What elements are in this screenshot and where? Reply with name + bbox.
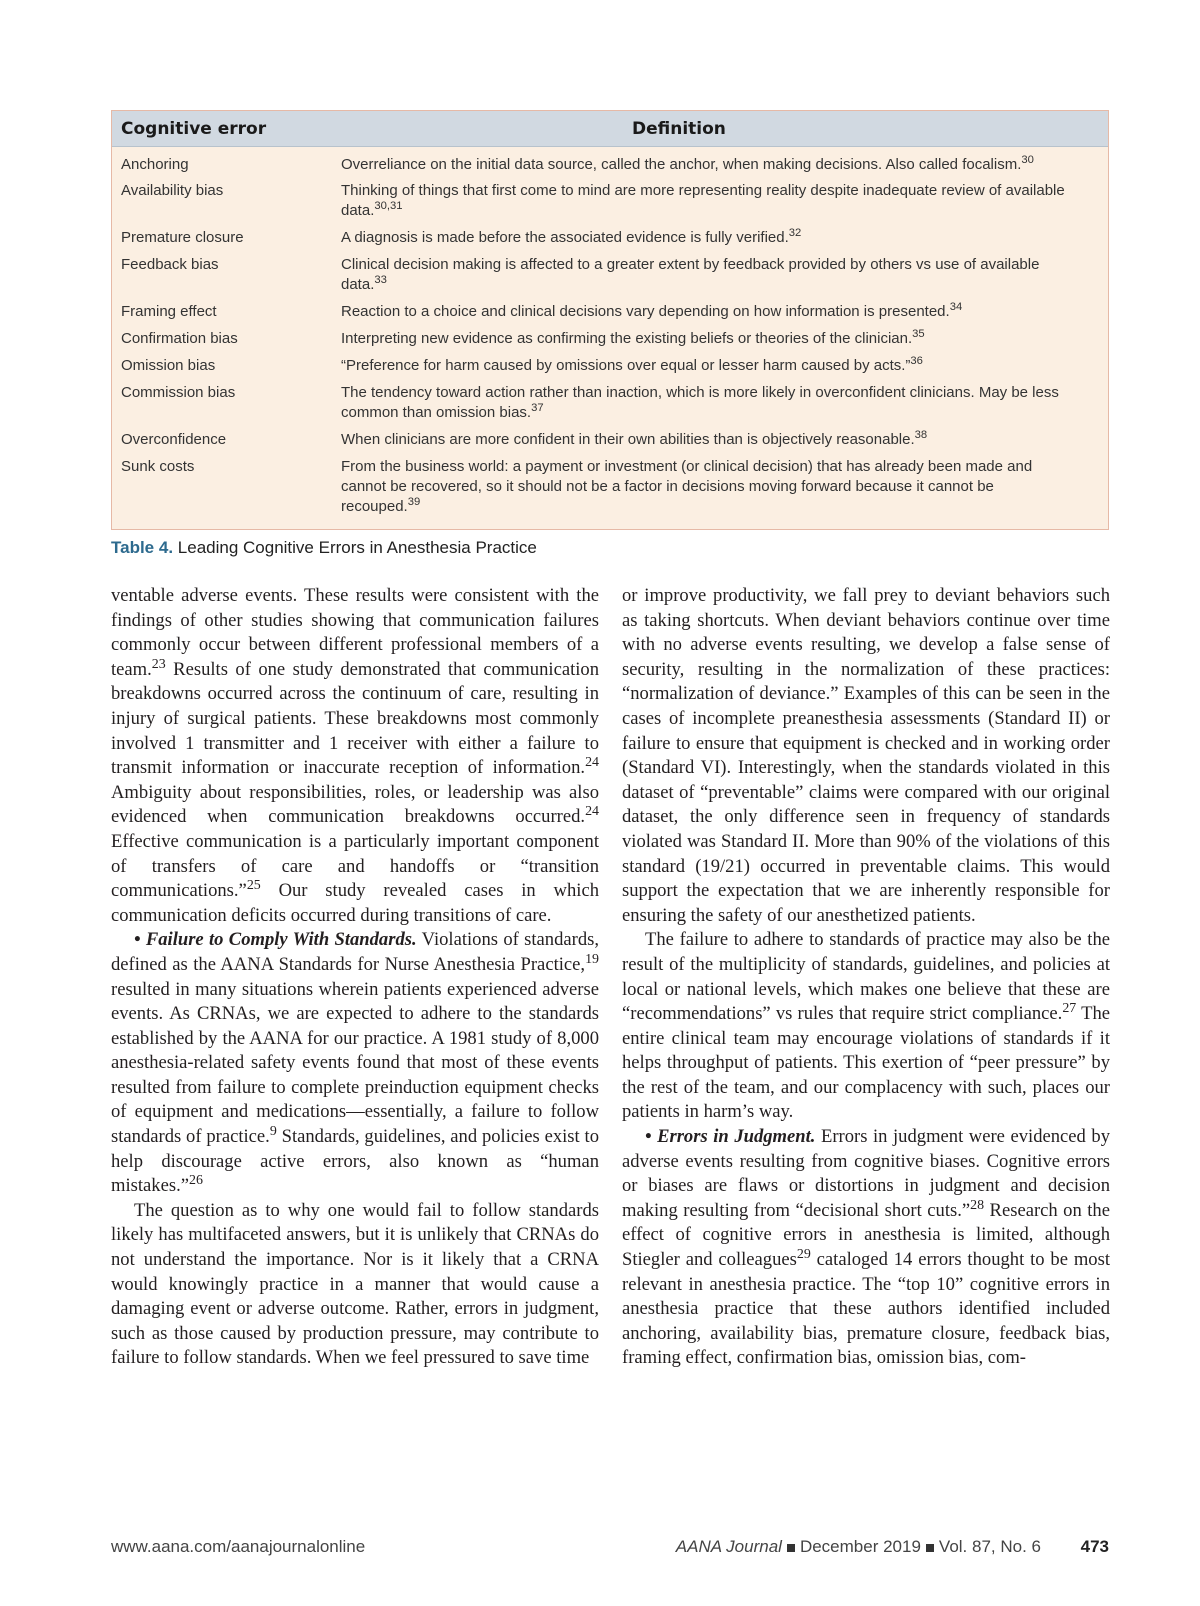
row-term: Feedback bias <box>121 256 219 273</box>
row-term: Sunk costs <box>121 458 195 475</box>
table-row <box>112 356 1108 376</box>
page-footer <box>111 1537 1109 1561</box>
header-cognitive-error: Cognitive error <box>121 119 267 139</box>
row-term: Commission bias <box>121 384 236 401</box>
table-row <box>112 457 1108 517</box>
caption-text: Leading Cognitive Errors in Anesthesia Practice <box>177 538 537 557</box>
row-term: Framing effect <box>121 303 217 320</box>
left-column <box>111 584 599 1371</box>
paragraph: or improve productivity, we fall prey to deviant behaviors such as taking shortcuts. When deviant behaviors continue over time with no adverse events resulting, we develop a false sense of security, resulting in the normalization of these practices: “normalization of deviance.” Examples of this can be seen in the cases of incomplete preanesthesia assessments (Standard II) or failure to ensure that equipment is checked and in working order (Standard VI). Interestingly, when the standards violated in this dataset of “preventable” claims were compared with our original dataset, the only difference seen in frequency of standards violated was Standard II. More than 90% of the violations of this standard (19/21) occurred in preventable claims. This would support the expectation that we are inherently responsible for ensuring the safety of our anesthetized patients. <box>622 585 1110 926</box>
row-term: Anchoring <box>121 156 189 173</box>
row-definition: “Preference for harm caused by omissions over equal or lesser harm caused by acts.”$^{36}$ <box>341 355 923 374</box>
cognitive-errors-table <box>111 110 1109 530</box>
table-caption <box>111 538 537 558</box>
square-bullet-icon <box>926 1544 934 1552</box>
paragraph: • Failure to Comply With Standards. Violations of standards, defined as the AANA Standards for Nurse Anesthesia Practice,$^{19}$ resulted in many situations wherein patients experienced adverse events. As CRNAs, we are expected to adhere to the standards established by the AANA for our practice. A 1981 study of 8,000 anesthesia-related safety events found that most of these events resulted from failure to complete preinduction equipment checks of equipment and medications—essentially, a failure to follow standards of practice.$^9$ Standards, guidelines, and policies exist to help discourage active errors, also known as “human mistakes.”$^{26}$ <box>111 929 599 1197</box>
table-body <box>112 155 1108 524</box>
table-row <box>112 383 1108 423</box>
paragraph: The failure to adhere to standards of practice may also be the result of the multiplicity of standards, guidelines, and policies at local or national levels, which makes one believe that these are “recommendations” vs rules that require strict compliance.$^{27}$ The entire clinical team may encourage violations of standards if it helps throughput of patients. This exertion of “peer pressure” by the rest of the team, and our complacency with such, places our patients in harm’s way. <box>622 929 1110 1123</box>
row-term: Availability bias <box>121 182 224 199</box>
row-definition: The tendency toward action rather than inaction, which is more likely in overconfident clinicians. May be less common than omission bias.$^{37}$ <box>341 384 1059 421</box>
row-definition: From the business world: a payment or investment (or clinical decision) that has already been made and cannot be recovered, so it should not be a factor in decisions moving forward because it cannot be recouped.$^{39}$ <box>341 458 1033 515</box>
row-definition: When clinicians are more confident in their own abilities than is objectively reasonable.$^{38}$ <box>341 429 928 448</box>
row-definition: Interpreting new evidence as confirming the existing beliefs or theories of the clinician.$^{35}$ <box>341 328 925 347</box>
row-term: Confirmation bias <box>121 330 238 347</box>
table-header <box>112 111 1108 147</box>
table-row <box>112 302 1108 322</box>
square-bullet-icon <box>787 1544 795 1552</box>
table-row <box>112 181 1108 221</box>
row-definition: Reaction to a choice and clinical decisions vary depending on how information is presented.$^{34}$ <box>341 301 963 320</box>
table-row <box>112 228 1108 248</box>
section-heading: • Errors in Judgment. <box>645 1126 816 1148</box>
row-definition: Thinking of things that first come to mind are more representing reality despite inadequate review of available data.$^{30,31}$ <box>341 182 1065 219</box>
table-row <box>112 155 1108 175</box>
paragraph: The question as to why one would fail to follow standards likely has multifaceted answers, but it is unlikely that CRNAs do not understand the importance. Nor is it likely that a CRNA would knowingly practice in a manner that would cause a damaging event or adverse outcome. Rather, errors in judgment, such as those caused by production pressure, may contribute to failure to follow standards. When we feel pressured to save time <box>111 1199 599 1369</box>
paragraph: • Errors in Judgment. Errors in judgment were evidenced by adverse events resulting from cognitive biases. Cognitive errors or biases are flaws or distortions in judgment and decision making resulting from “decisional short cuts.”$^{28}$ Research on the effect of cognitive errors in anesthesia is limited, although Stiegler and colleagues$^{29}$ cataloged 14 errors thought to be most relevant in anesthesia practice. The “top 10” cognitive errors in anesthesia practice that these authors identified included anchoring, availability bias, premature closure, feedback bias, framing effect, confirmation bias, omission bias, com- <box>622 1126 1111 1369</box>
table-row <box>112 255 1108 295</box>
section-heading: • Failure to Comply With Standards. <box>134 929 417 951</box>
right-column <box>622 584 1110 1371</box>
page-number: 473 <box>1080 1537 1109 1556</box>
row-definition: Overreliance on the initial data source, called the anchor, when making decisions. Also called focalism.$^{30}$ <box>341 154 1034 173</box>
header-definition: Definition <box>632 119 726 139</box>
caption-label: Table 4. <box>111 538 174 557</box>
row-definition: Clinical decision making is affected to a greater extent by feedback provided by others vs use of available data.$^{33}$ <box>341 256 1040 293</box>
paragraph: ventable adverse events. These results were consistent with the findings of other studies showing that communication failures commonly occur between different professional members of a team.$^{23}$ Results of one study demonstrated that communication breakdowns occurred across the continuum of care, resulting in injury of surgical patients. These breakdowns most commonly involved 1 transmitter and 1 receiver with either a failure to transmit information or inaccurate reception of information.$^{24}$ Ambiguity about responsibilities, roles, or leadership was also evidenced when communication breakdowns occurred.$^{24}$ Effective communication is a particularly important component of transfers of care and handoffs or “transition communications.”$^{25}$ Our study revealed cases in which communication deficits occurred during transitions of care. <box>111 585 599 926</box>
row-term: Premature closure <box>121 229 244 246</box>
table-row <box>112 329 1108 349</box>
table-row <box>112 430 1108 450</box>
row-term: Overconfidence <box>121 431 227 448</box>
journal-citation: AANA Journal December 2019 Vol. 87, No. 6 <box>675 1537 1041 1556</box>
journal-url[interactable]: www.aana.com/aanajournalonline <box>111 1537 366 1556</box>
row-term: Omission bias <box>121 357 216 374</box>
row-definition: A diagnosis is made before the associated evidence is fully verified.$^{32}$ <box>341 227 802 246</box>
